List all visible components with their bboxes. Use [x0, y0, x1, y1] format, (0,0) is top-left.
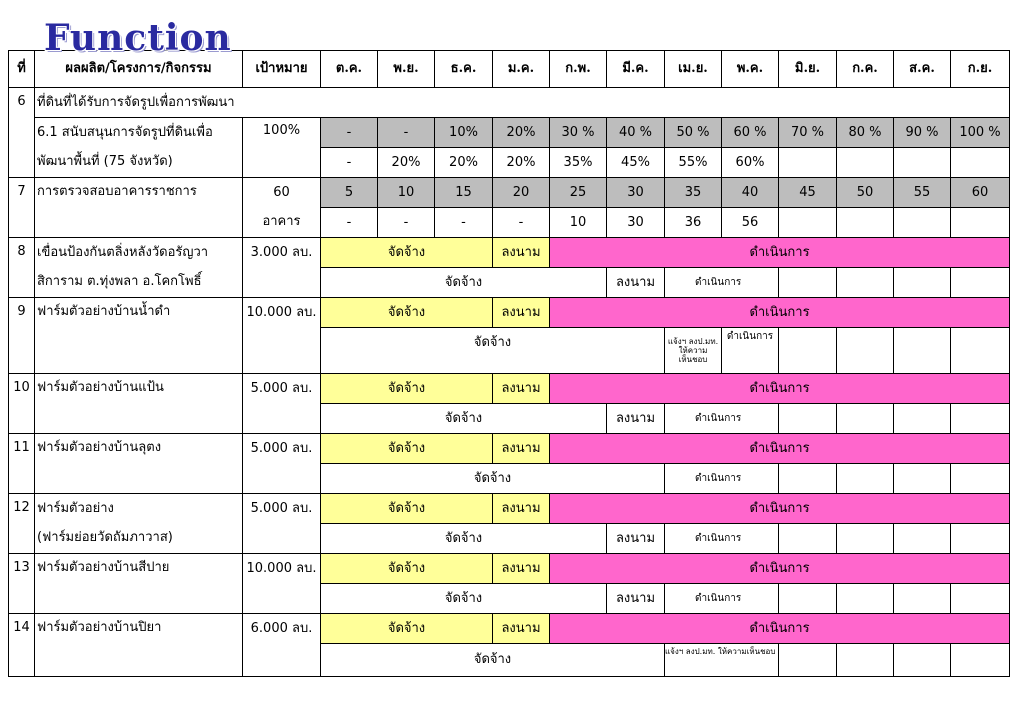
- header-month: พ.ค.: [722, 51, 779, 88]
- plan-hire: จัดจ้าง: [321, 494, 493, 524]
- header-no: ที่: [9, 51, 35, 88]
- plan-cell: 60 %: [722, 118, 779, 148]
- actual-operate: ดำเนินการ: [665, 464, 779, 494]
- actual-hire: จัดจ้าง: [321, 524, 607, 554]
- plan-cell: 50 %: [665, 118, 722, 148]
- plan-hire: จัดจ้าง: [321, 434, 493, 464]
- actual-cell: [894, 464, 951, 494]
- row-target: [243, 464, 321, 494]
- plan-operate: ดำเนินการ: [550, 298, 1010, 328]
- plan-sign: ลงนาม: [493, 298, 550, 328]
- actual-cell: [951, 644, 1010, 677]
- row-title: 6.1 สนับสนุนการจัดรูปที่ดินเพื่อ: [35, 118, 243, 148]
- header-month: ม.ค.: [493, 51, 550, 88]
- header-month: มิ.ย.: [779, 51, 837, 88]
- table-row: [9, 374, 1010, 404]
- actual-cell: [779, 404, 837, 434]
- row-target: [243, 328, 321, 374]
- actual-cell: [951, 208, 1010, 238]
- actual-cell: [837, 328, 894, 374]
- actual-cell: [951, 148, 1010, 178]
- actual-cell: [894, 524, 951, 554]
- actual-hire: จัดจ้าง: [321, 464, 665, 494]
- actual-cell: [894, 328, 951, 374]
- row-target: [243, 644, 321, 677]
- header-month: ธ.ค.: [435, 51, 493, 88]
- row-target: อาคาร: [243, 208, 321, 238]
- plan-cell: 10%: [435, 118, 493, 148]
- row-target: 5.000 ลบ.: [243, 494, 321, 524]
- plan-cell: 40: [722, 178, 779, 208]
- table-row: [9, 494, 1010, 524]
- actual-sign: ลงนาม: [607, 524, 665, 554]
- header-project: ผลผลิต/โครงการ/กิจกรรม: [35, 51, 243, 88]
- plan-sign: ลงนาม: [493, 238, 550, 268]
- plan-operate: ดำเนินการ: [550, 554, 1010, 584]
- row-number: 14: [9, 614, 35, 677]
- actual-cell: [951, 328, 1010, 374]
- header-month: ก.ค.: [837, 51, 894, 88]
- plan-cell: 40 %: [607, 118, 665, 148]
- actual-operate: ดำเนินการ: [665, 404, 779, 434]
- plan-cell: 25: [550, 178, 607, 208]
- plan-cell: 5: [321, 178, 378, 208]
- actual-cell: [837, 524, 894, 554]
- actual-cell: -: [321, 208, 378, 238]
- row-target: 60: [243, 178, 321, 208]
- actual-cell: [779, 208, 837, 238]
- actual-cell: 45%: [607, 148, 665, 178]
- plan-cell: 20%: [493, 118, 550, 148]
- actual-cell: [779, 464, 837, 494]
- table-row: [9, 298, 1010, 328]
- plan-cell: -: [321, 118, 378, 148]
- plan-cell: 30 %: [550, 118, 607, 148]
- actual-operate: ดำเนินการ: [665, 584, 779, 614]
- actual-cell: 60%: [722, 148, 779, 178]
- plan-operate: ดำเนินการ: [550, 238, 1010, 268]
- plan-operate: ดำเนินการ: [550, 434, 1010, 464]
- actual-hire: จัดจ้าง: [321, 584, 607, 614]
- plan-sign: ลงนาม: [493, 374, 550, 404]
- table-row: [9, 554, 1010, 584]
- plan-cell: -: [378, 118, 435, 148]
- actual-notify: [665, 328, 722, 374]
- header-month: ต.ค.: [321, 51, 378, 88]
- actual-cell: [837, 464, 894, 494]
- plan-cell: 70 %: [779, 118, 837, 148]
- actual-cell: [894, 148, 951, 178]
- actual-cell: [837, 148, 894, 178]
- plan-hire: จัดจ้าง: [321, 554, 493, 584]
- actual-sign: ลงนาม: [607, 404, 665, 434]
- actual-cell: -: [493, 208, 550, 238]
- actual-cell: [894, 404, 951, 434]
- actual-cell: [951, 404, 1010, 434]
- row-target: [243, 268, 321, 298]
- row-number: 9: [9, 298, 35, 374]
- row-title: ที่ดินที่ได้รับการจัดรูปเพื่อการพัฒนา: [35, 88, 1010, 118]
- table-row: [9, 118, 1010, 148]
- actual-cell: 36: [665, 208, 722, 238]
- actual-cell: [951, 524, 1010, 554]
- actual-cell: [894, 644, 951, 677]
- row-target: 5.000 ลบ.: [243, 374, 321, 404]
- plan-cell: 15: [435, 178, 493, 208]
- plan-cell: 30: [607, 178, 665, 208]
- actual-cell: [894, 268, 951, 298]
- plan-cell: 100 %: [951, 118, 1010, 148]
- row-number: 12: [9, 494, 35, 554]
- table-row: [9, 238, 1010, 268]
- actual-operate: ดำเนินการ: [665, 268, 779, 298]
- actual-cell: [779, 268, 837, 298]
- actual-cell: 20%: [378, 148, 435, 178]
- header-month: ก.พ.: [550, 51, 607, 88]
- actual-cell: [951, 268, 1010, 298]
- plan-hire: จัดจ้าง: [321, 374, 493, 404]
- table-row: [9, 88, 1010, 118]
- row-number: 8: [9, 238, 35, 298]
- row-title: ฟาร์มตัวอย่างบ้านลุตง: [35, 434, 243, 494]
- actual-sign: ลงนาม: [607, 268, 665, 298]
- row-target: 100%: [243, 118, 321, 178]
- actual-hire: จัดจ้าง: [321, 404, 607, 434]
- table-row: [9, 268, 1010, 298]
- plan-cell: 20: [493, 178, 550, 208]
- row-title: ฟาร์มตัวอย่างบ้านสีปาย: [35, 554, 243, 614]
- actual-cell: -: [435, 208, 493, 238]
- actual-cell: [779, 644, 837, 677]
- actual-hire: จัดจ้าง: [321, 644, 665, 677]
- actual-cell: [837, 404, 894, 434]
- row-title: ฟาร์มตัวอย่าง: [35, 494, 243, 524]
- actual-cell: 10: [550, 208, 607, 238]
- row-number: 13: [9, 554, 35, 614]
- row-target: [243, 404, 321, 434]
- row-number: 10: [9, 374, 35, 434]
- actual-notify: แจ้งฯ ลงป.มท. ให้ความเห็นชอบ: [665, 644, 779, 677]
- actual-cell: [779, 524, 837, 554]
- header-month: มี.ค.: [607, 51, 665, 88]
- header-month: ก.ย.: [951, 51, 1010, 88]
- actual-cell: [951, 584, 1010, 614]
- plan-cell: 50: [837, 178, 894, 208]
- plan-hire: จัดจ้าง: [321, 238, 493, 268]
- actual-cell: 56: [722, 208, 779, 238]
- row-title: ฟาร์มตัวอย่างบ้านน้ำดำ: [35, 298, 243, 374]
- row-title: ฟาร์มตัวอย่างบ้านแป้น: [35, 374, 243, 434]
- actual-operate: ดำเนินการ: [722, 328, 779, 374]
- actual-cell: [894, 584, 951, 614]
- row-number: 11: [9, 434, 35, 494]
- table-row: [9, 148, 1010, 178]
- plan-operate: ดำเนินการ: [550, 374, 1010, 404]
- actual-cell: 20%: [493, 148, 550, 178]
- schedule-table: [8, 50, 1010, 677]
- plan-hire: จัดจ้าง: [321, 614, 493, 644]
- table-row: [9, 178, 1010, 208]
- actual-cell: 30: [607, 208, 665, 238]
- table-row: [9, 524, 1010, 554]
- actual-cell: [779, 328, 837, 374]
- actual-hire: จัดจ้าง: [321, 328, 665, 374]
- row-target: 5.000 ลบ.: [243, 434, 321, 464]
- plan-cell: 90 %: [894, 118, 951, 148]
- plan-operate: ดำเนินการ: [550, 614, 1010, 644]
- notify-line: เห็นชอบ: [678, 355, 708, 364]
- actual-cell: [779, 584, 837, 614]
- row-number: 6: [9, 88, 35, 178]
- notify-line: ให้ความ: [678, 346, 708, 355]
- plan-cell: 60: [951, 178, 1010, 208]
- header-month: พ.ย.: [378, 51, 435, 88]
- actual-sign: ลงนาม: [607, 584, 665, 614]
- row-title: ฟาร์มตัวอย่างบ้านปิยา: [35, 614, 243, 677]
- row-number: 7: [9, 178, 35, 238]
- row-target: 10.000 ลบ.: [243, 298, 321, 328]
- plan-sign: ลงนาม: [493, 494, 550, 524]
- notify-line: แจ้งฯ ลงป.มท.: [667, 337, 719, 346]
- actual-operate: ดำเนินการ: [665, 524, 779, 554]
- plan-cell: 55: [894, 178, 951, 208]
- row-title: เขื่อนป้องกันตลิ่งหลังวัดอรัญวา: [35, 238, 243, 268]
- plan-hire: จัดจ้าง: [321, 298, 493, 328]
- row-title: การตรวจสอบอาคารราชการ: [35, 178, 243, 238]
- actual-cell: -: [378, 208, 435, 238]
- row-title: พัฒนาพื้นที่ (75 จังหวัด): [35, 148, 243, 178]
- row-title: (ฟาร์มย่อยวัดถัมภาวาส): [35, 524, 243, 554]
- actual-cell: [837, 584, 894, 614]
- page-title: Function: [44, 17, 232, 59]
- actual-hire: จัดจ้าง: [321, 268, 607, 298]
- header-month: ส.ค.: [894, 51, 951, 88]
- plan-cell: 10: [378, 178, 435, 208]
- row-target: 6.000 ลบ.: [243, 614, 321, 644]
- actual-cell: [837, 644, 894, 677]
- header-month: เม.ย.: [665, 51, 722, 88]
- plan-sign: ลงนาม: [493, 614, 550, 644]
- plan-sign: ลงนาม: [493, 554, 550, 584]
- actual-cell: 55%: [665, 148, 722, 178]
- actual-cell: [894, 208, 951, 238]
- actual-cell: [837, 268, 894, 298]
- row-target: [243, 524, 321, 554]
- table-row: [9, 434, 1010, 464]
- actual-cell: 35%: [550, 148, 607, 178]
- row-target: 10.000 ลบ.: [243, 554, 321, 584]
- row-target: [243, 584, 321, 614]
- plan-cell: 35: [665, 178, 722, 208]
- actual-cell: [951, 464, 1010, 494]
- plan-operate: ดำเนินการ: [550, 494, 1010, 524]
- plan-cell: 80 %: [837, 118, 894, 148]
- actual-cell: -: [321, 148, 378, 178]
- row-title: สิการาม ต.ทุ่งพลา อ.โคกโพธิ์: [35, 268, 243, 298]
- plan-sign: ลงนาม: [493, 434, 550, 464]
- header-target: เป้าหมาย: [243, 51, 321, 88]
- row-target: 3.000 ลบ.: [243, 238, 321, 268]
- actual-cell: [837, 208, 894, 238]
- actual-cell: [779, 148, 837, 178]
- table-row: [9, 614, 1010, 644]
- plan-cell: 45: [779, 178, 837, 208]
- actual-cell: 20%: [435, 148, 493, 178]
